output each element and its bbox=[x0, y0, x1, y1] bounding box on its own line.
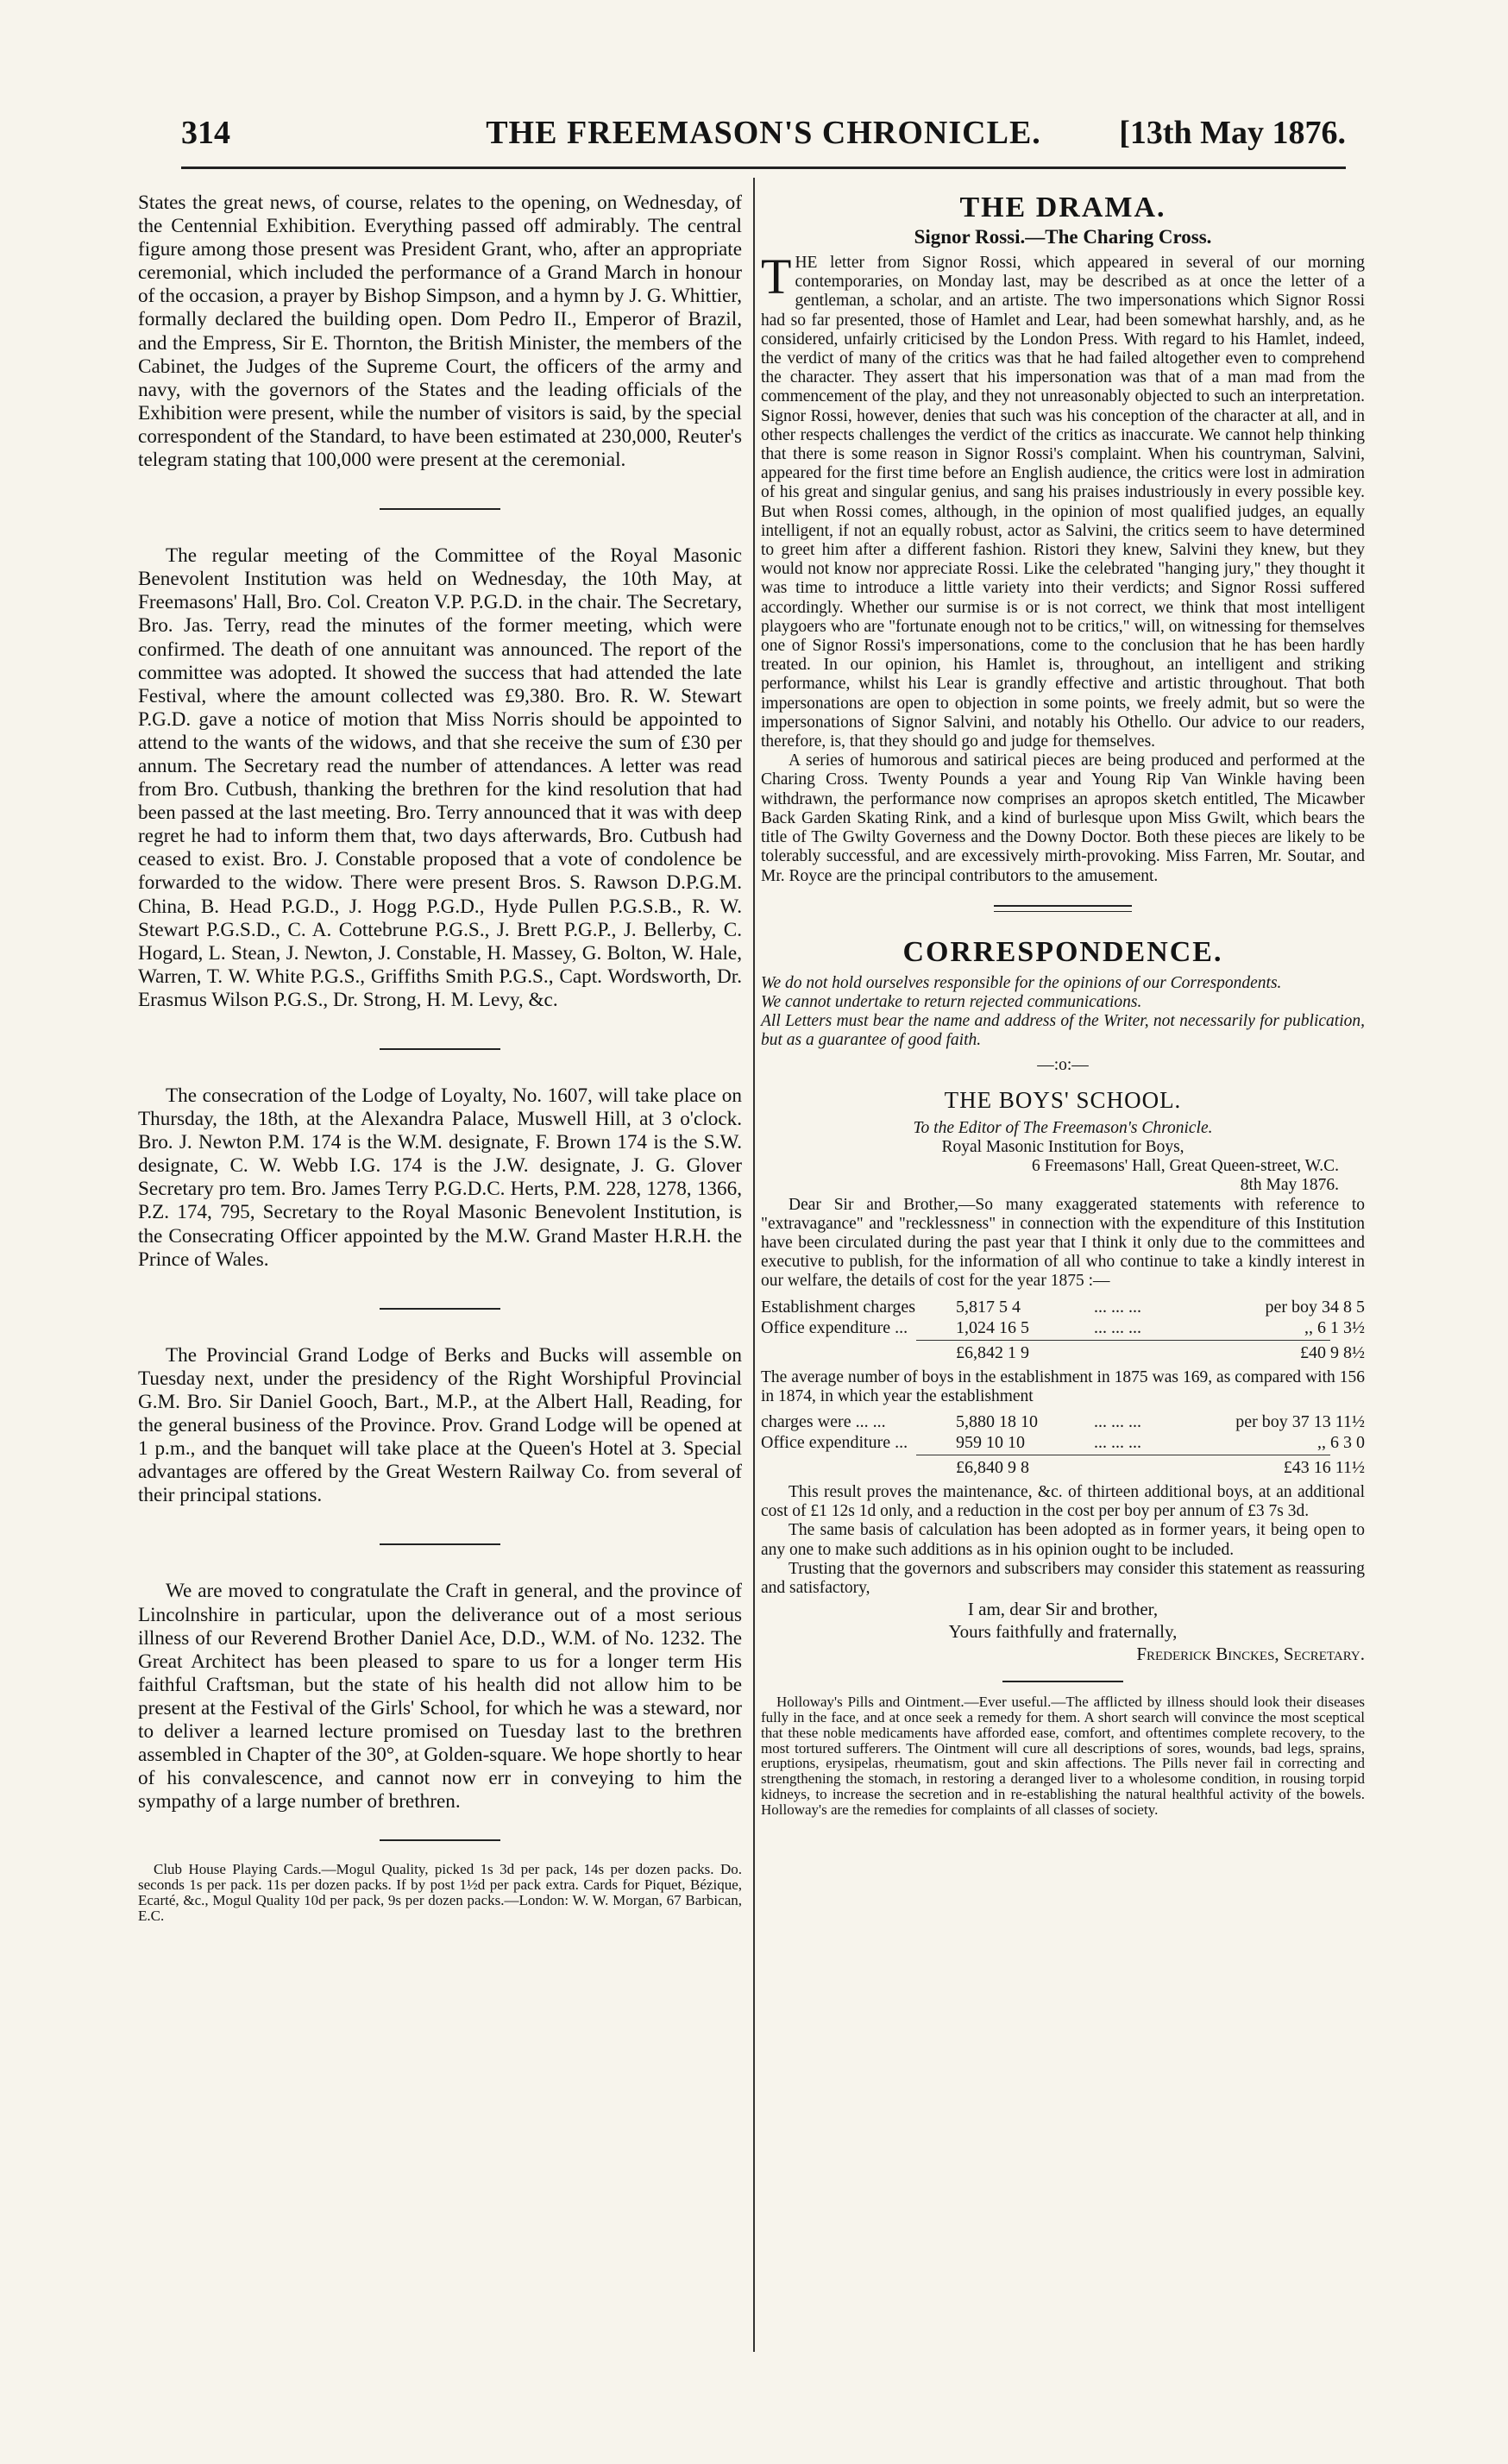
account-amount: 5,880 18 10 bbox=[956, 1411, 1038, 1431]
account-row bbox=[761, 1317, 1365, 1338]
accounts-1874 bbox=[761, 1411, 1365, 1478]
letter-closing-1: I am, dear Sir and brother, bbox=[967, 1599, 1159, 1620]
accounts-1875 bbox=[761, 1297, 1365, 1363]
account-total: £6,842 1 9 bbox=[956, 1342, 1029, 1362]
letter-date: 8th May 1876. bbox=[1240, 1176, 1339, 1195]
left-column bbox=[138, 192, 742, 1924]
advert-playing-cards: Club House Playing Cards.—Mogul Quality, picked 1s 3d per pack, 14s per dozen packs. Do. seconds 1s per pack. 11s per dozen packs. If by post 1½d per pack extra. Cards for Piquet, Bézique, Ecarté, &c., Mogul Quality 10d per pack, 9s per dozen packs.—London: W. W. Morgan, 67 Barbican, E.C. bbox=[138, 1861, 742, 1924]
account-total-spacer bbox=[761, 1342, 956, 1363]
drama-heading: THE DRAMA. bbox=[959, 192, 1166, 223]
drama-article-2: A series of humorous and satirical pieces are being produced and performed at the Charing Cross. Twenty Pounds a year and Young Rip Van Winkle having been withdrawn, the performance now comprises an apropos sketch entitled, The Micawber Back Garden Skating Rink, and a kind of burlesque upon Miss Gwilt, which bears the title of The Gwilty Governess and the Downy Doctor. Both these pieces are likely to be tolerably successful, and are excessively mirth-provoking. Miss Farren, Mr. Soutar, and Mr. Royce are the principal contributors to the amusement. bbox=[761, 751, 1365, 885]
letter-paragraph-2: The average number of boys in the establishment in 1875 was 169, as compared with 156 in 1874, in which year the establishment bbox=[761, 1367, 1365, 1405]
account-leader: ... ... ... bbox=[1094, 1297, 1141, 1317]
letter-address-1: Royal Masonic Institution for Boys, bbox=[941, 1137, 1184, 1156]
section-divider bbox=[380, 1543, 500, 1545]
correspondence-note-1: We do not hold ourselves responsible for the opinions of our Correspondents. bbox=[761, 973, 1282, 992]
correspondence-note-3: All Letters must bear the name and address of the Writer, not necessarily for publication, but as a guarantee of good faith. bbox=[761, 1012, 1365, 1050]
account-per-boy: ,, 6 3 0 bbox=[1317, 1432, 1365, 1452]
drama-subheading: Signor Rossi.—The Charing Cross. bbox=[914, 226, 1212, 248]
account-per-boy: per boy 37 13 11½ bbox=[1235, 1411, 1365, 1431]
section-divider bbox=[1002, 1681, 1123, 1682]
letter-paragraph-4: The same basis of calculation has been adopted as in former years, it being open to any one to make such additions as in his opinion ought to be included. bbox=[761, 1521, 1365, 1559]
account-row bbox=[761, 1411, 1365, 1432]
letter-signature: Frederick Binckes, Secretary. bbox=[1136, 1644, 1365, 1665]
account-row bbox=[761, 1297, 1365, 1317]
letter-closing-2: Yours faithfully and fraternally, bbox=[948, 1621, 1178, 1643]
account-label: Office expenditure ... bbox=[761, 1432, 908, 1452]
letter-paragraph-5: Trusting that the governors and subscribers may consider this statement as reassuring and satisfactory, bbox=[761, 1559, 1365, 1597]
advert-holloway: Holloway's Pills and Ointment.—Ever useful.—The afflicted by illness should look their diseases fully in the face, and at once seek a remedy for them. A short search will convince the most sceptical that these noble medicaments have afforded ease, comfort, and oftentimes complete recovery, to the most tortured sufferers. The Ointment will cure all descriptions of sores, wounds, bad legs, sprains, eruptions, erysipelas, rheumatism, gout and skin affections. The Pills never fail in correcting and strengthening the stomach, in restoring a deranged liver to a wholesome condition, in rousing torpid kidneys, to increase the secretion and in re-establishing the natural healthful activity of the bowels. Holloway's are the remedies for complaints of all classes of society. bbox=[761, 1694, 1365, 1818]
drop-cap: T bbox=[761, 248, 792, 305]
letter-paragraph-1: Dear Sir and Brother,—So many exaggerated statements with reference to "extravagance" and "recklessness" in connection with the expenditure of this Institution have been circulated during the past year that I think it only due to the committees and executive to publish, for the information of all who continue to take a kindly interest in our welfare, the details of cost for the year 1875 :— bbox=[761, 1195, 1365, 1291]
section-divider bbox=[380, 508, 500, 510]
article-lodge-of-loyalty: The consecration of the Lodge of Loyalty, No. 1607, will take place on Thursday, the 18th, at the Alexandra Palace, Muswell Hill, at 3 o'clock. Bro. J. Newton P.M. 174 is the W.M. designate, F. Brown 174 is the S.W. designate, C. W. Webb I.G. 174 is the J.W. designate, J. G. Glover Secretary pro tem. Bro. James Terry P.G.D.C. Herts, P.M. 228, 1278, 1366, P.Z. 174, 795, Secretary to the Royal Masonic Benevolent Institution, is the Consecrating Officer appointed by the M.W. Grand Master H.R.H. the Prince of Wales. bbox=[138, 1084, 742, 1271]
article-centennial: States the great news, of course, relates to the opening, on Wednesday, of the Centennial Exhibition. Everything passed off admirably. The central figure among those present was President Grant, who, after an appropriate ceremonial, which included the performance of a Grand March in honour of the occasion, a prayer by Bishop Simpson, and a hymn by J. G. Whittier, formally declared the building open. Dom Pedro II., Emperor of Brazil, and the Empress, Sir E. Thornton, the British Minister, the members of the Cabinet, the Judges of the Supreme Court, the officers of the army and navy, with the governors of the States and the leading officials of the Exhibition were present, while the number of visitors is said, by the special correspondent of the Standard, to have been estimated at 230,000, Reuter's telegram stating that 100,000 were present at the ceremonial. bbox=[138, 192, 742, 472]
page-header bbox=[181, 114, 1346, 166]
correspondence-heading: CORRESPONDENCE. bbox=[902, 935, 1223, 968]
account-leader: ... ... ... bbox=[1094, 1317, 1141, 1337]
account-label: Office expenditure ... bbox=[761, 1317, 908, 1337]
page-number: 314 bbox=[181, 115, 230, 151]
section-divider bbox=[380, 1839, 500, 1841]
article-berks-bucks: The Provincial Grand Lodge of Berks and Bucks will assemble on Tuesday next, under the presidency of the Right Worshipful Provincial G.M. Bro. Sir Daniel Gooch, Bart., M.P., at the Albert Hall, Reading, for the general business of the Province. Prov. Grand Lodge will be opened at 1 p.m., and the banquet will take place at the Queen's Hotel at 3. Special advantages are offered by the Great Western Railway Co. from several of their principal stations. bbox=[138, 1343, 742, 1507]
account-per-boy: ,, 6 1 3½ bbox=[1304, 1317, 1365, 1337]
account-total-row bbox=[761, 1342, 1365, 1363]
column-rule bbox=[753, 178, 755, 2352]
section-divider bbox=[380, 1048, 500, 1050]
account-amount: 5,817 5 4 bbox=[956, 1297, 1021, 1317]
account-rule bbox=[916, 1340, 1330, 1341]
account-total-row bbox=[761, 1457, 1365, 1478]
account-amount: 959 10 10 bbox=[956, 1432, 1025, 1452]
account-total-gap bbox=[1128, 1342, 1210, 1363]
masthead-title: THE FREEMASON'S CHRONICLE. bbox=[486, 115, 1041, 151]
section-double-rule bbox=[994, 905, 1132, 912]
account-label: charges were ... ... bbox=[761, 1411, 886, 1431]
section-divider bbox=[380, 1308, 500, 1310]
account-row bbox=[761, 1432, 1365, 1453]
article-benevolent-committee: The regular meeting of the Committee of the Royal Masonic Benevolent Institution was held on Wednesday, the 10th May, at Freemasons' Hall, Bro. Col. Creaton V.P. P.G.D. in the chair. The Secretary, Bro. Jas. Terry, read the minutes of the former meeting, which were confirmed. The death of one annuitant was announced. The report of the committee was adopted. It showed the success that had attended the late Festival, where the amount collected was £9,380. Bro. R. W. Stewart P.G.D. gave a notice of motion that Miss Norris should be appointed to attend to the wants of the widows, and that she receive the sum of £30 per annum. The Secretary read the number of attendances. A letter was read from Bro. Cutbush, thanking the brethren for the kind resolution that had been passed at the last meeting. Bro. Terry announced that it was with deep regret he had to inform them that, two days afterwards, Bro. Cutbush had ceased to exist. Bro. J. Constable proposed that a vote of condolence be forwarded to the widow. There were present Bros. S. Rawson D.P.G.M. China, B. Head P.G.D., J. Hogg P.G.D., Hyde Pullen P.G.S.B., R. W. Stewart P.G.S.D., C. A. Cottebrune P.G.S., J. Brett P.G.P., J. Bellerby, C. Hogard, L. Stean, J. Newton, J. Constable, H. Massey, G. Bolton, W. Hale, Warren, T. W. White P.G.S., Griffiths Smith P.G.S., Capt. Wordsworth, Dr. Erasmus Wilson P.G.S., Dr. Strong, H. M. Levy, &c. bbox=[138, 544, 742, 1011]
account-total-gap bbox=[1128, 1457, 1210, 1478]
account-amount: 1,024 16 5 bbox=[956, 1317, 1029, 1337]
letter-addressee: To the Editor of The Freemason's Chronicle. bbox=[913, 1118, 1213, 1137]
account-total-spacer bbox=[761, 1457, 956, 1478]
account-per-boy: per boy 34 8 5 bbox=[1265, 1297, 1365, 1317]
account-label: Establishment charges bbox=[761, 1297, 916, 1317]
drama-article bbox=[761, 248, 1365, 751]
letter-paragraph-3: This result proves the maintenance, &c. of thirteen additional boys, at an additional cost of £1 12s 1d only, and a reduction in the cost per boy per annum of £3 7s 3d. bbox=[761, 1482, 1365, 1521]
header-rule bbox=[181, 167, 1346, 169]
drama-article-text: HE letter from Signor Rossi, which appeared in several of our morning contemporaries, on Monday last, may be described as at once the letter of a gentleman, a scholar, and an artiste. The two impersonations which Signor Rossi had so far presented, those of Hamlet and Lear, had been somewhat harshly, and, as he considered, unfairly criticised by the London Press. With regard to his Hamlet, indeed, the verdict of many of the critics was that he had failed altogether even to comprehend the character. They assert that his impersonation was that of a man mad from the commencement of the play, and they not unreasonably objected to such an interpretation. Signor Rossi, however, denies that such was his conception of the character at all, and in other respects challenges the verdict of the critics as inaccurate. We cannot help thinking that there is some reason in Signor Rossi's complaint. When his countryman, Salvini, appeared for the first time before an English audience, the critics were lost in admiration of his great and singular genius, and sang his praises industriously in every possible key. But when Rossi comes, although, in the opinion of most qualified judges, an equally intelligent, if not an equally robust, actor as Salvini, the critics seem to have determined to greet him after a different fashion. Ristori they knew, Salvini they knew, but they would not know nor appreciate Rossi. Like the celebrated "hanging jury," they thought it was time to introduce a little variety into their verdicts; and Signor Rossi suffered accordingly. Whether our surmise is or is not correct, we think that most intelligent playgoers who are "fortunate enough not to be critics," will, on witnessing for themselves one of Signor Rossi's impersonations, come to the conclusion that he has been hardly treated. In our opinion, his Hamlet is, throughout, an intelligent and striking performance, whilst his Lear is grandly effective and artistic throughout. That both impersonations are open to objection in some points, we freely admit, but so were the impersonations of Signor Salvini, and notably his Othello. Our advice to our readers, therefore, is, that they should go and judge for themselves. bbox=[761, 254, 1365, 751]
letter-address-2: 6 Freemasons' Hall, Great Queen-street, W.C. bbox=[1031, 1157, 1339, 1176]
account-leader: ... ... ... bbox=[1094, 1432, 1141, 1452]
boys-school-heading: THE BOYS' SCHOOL. bbox=[944, 1086, 1182, 1113]
account-leader: ... ... ... bbox=[1094, 1411, 1141, 1431]
article-brother-ace: We are moved to congratulate the Craft in general, and the province of Lincolnshire in particular, upon the deliverance out of a most serious illness of our Reverend Brother Daniel Ace, D.D., W.M. of No. 1232. The Great Architect has been pleased to spare to us for a longer term His faithful Craftsman, but the state of his health did not allow him to be present at the Festival of the Girls' School, for which he was a steward, nor to deliver a learned lecture promised on Tuesday last to the brethren assembled in Chapter of the 30°, at Golden-square. We hope shortly to hear of his convalescence, and cannot now err in conveying to him the sympathy of a large number of brethren. bbox=[138, 1580, 742, 1813]
account-total-per-boy: £40 9 8½ bbox=[1300, 1342, 1365, 1362]
correspondence-note-2: We cannot undertake to return rejected communications. bbox=[761, 992, 1142, 1011]
right-column bbox=[761, 192, 1365, 1818]
issue-date: [13th May 1876. bbox=[1119, 115, 1346, 151]
account-total-per-boy: £43 16 11½ bbox=[1283, 1457, 1365, 1477]
correspondence-divider: —:o:— bbox=[1037, 1055, 1089, 1074]
account-total: £6,840 9 8 bbox=[956, 1457, 1029, 1477]
